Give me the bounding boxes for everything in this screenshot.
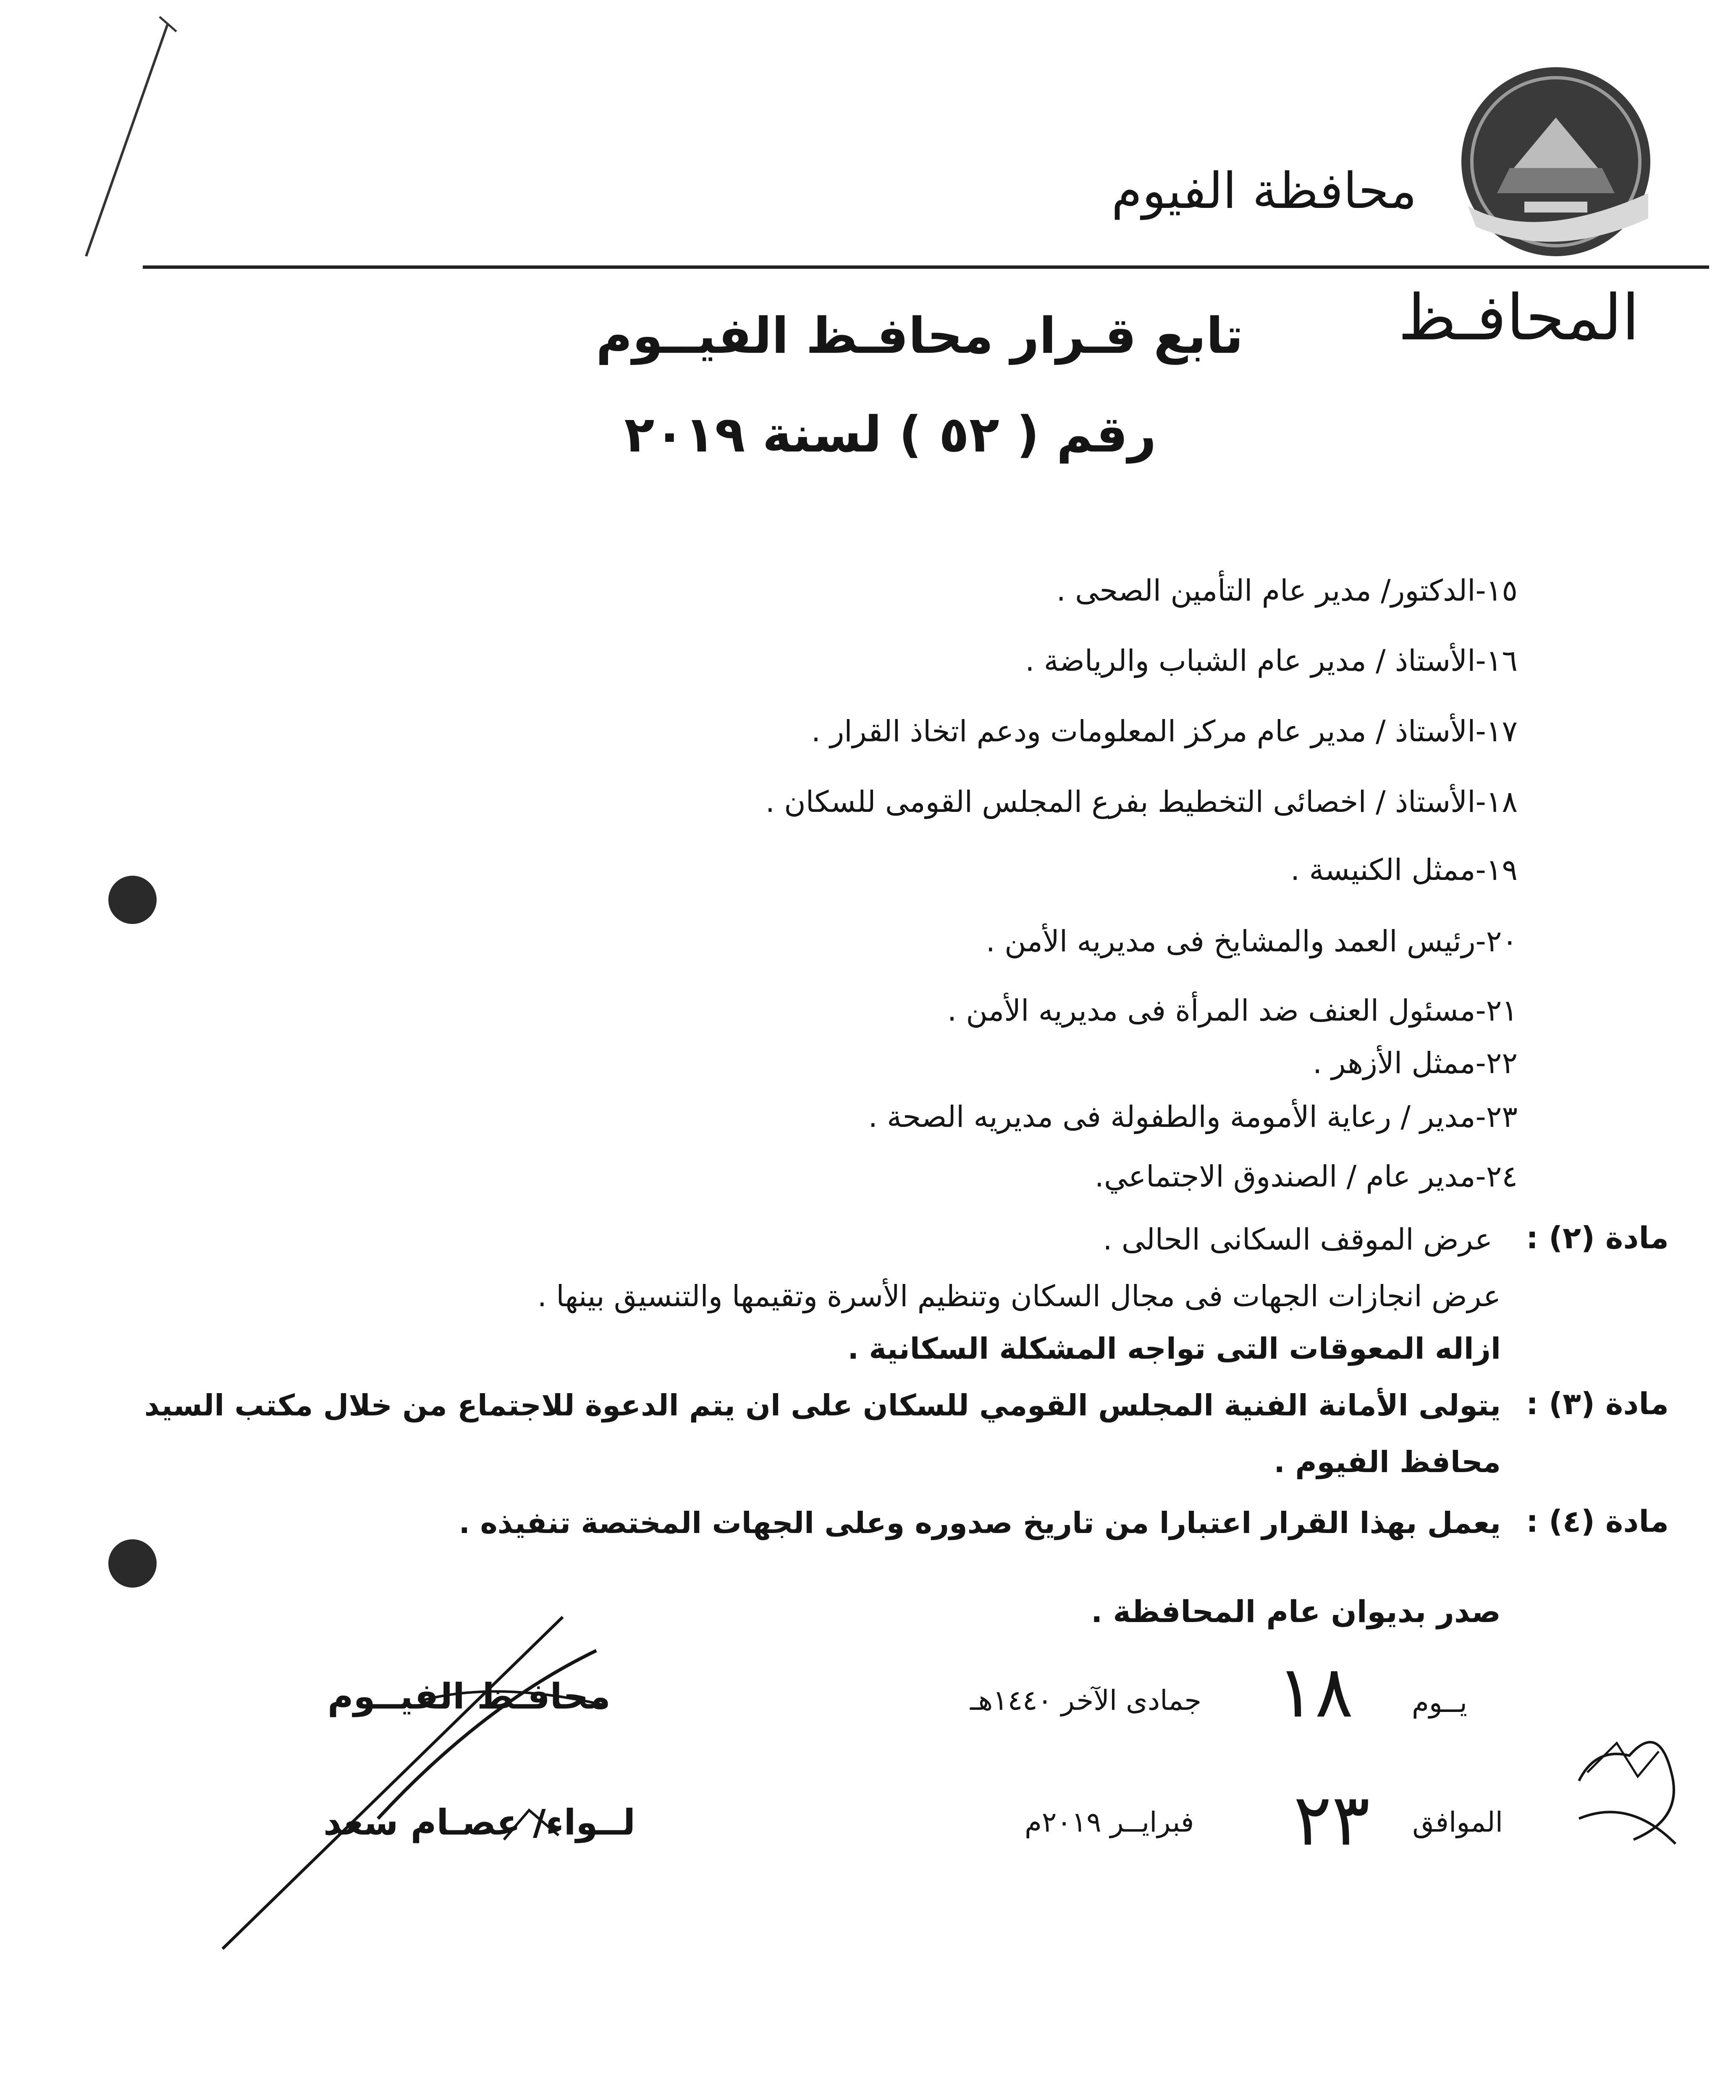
list-item: ٢٢-ممثل الأزهر . (1312, 1046, 1518, 1080)
hijri-day-label: يــوم (1412, 1686, 1467, 1719)
article-3-line: يتولى الأمانة الفنية المجلس القومي للسكان على ان يتم الدعوة للاجتماع من خلال مكتب السيد (144, 1388, 1501, 1423)
list-item: ١٨-الأستاذ / اخصائى التخطيط بفرع المجلس القومى للسكان . (765, 785, 1518, 819)
article-2-label: مادة (٢) : (1526, 1220, 1669, 1255)
article-3-label: مادة (٣) : (1526, 1386, 1669, 1421)
gregorian-day-handwritten: ٢٣ (1293, 1779, 1370, 1862)
article-2-line: عرض انجازات الجهات فى مجال السكان وتنظيم الأسرة وتقيمها والتنسيق بينها . (537, 1279, 1501, 1313)
issued-statement: صدر بديوان عام المحافظة . (1091, 1594, 1501, 1629)
article-3-line: محافظ الفيوم . (1274, 1445, 1501, 1479)
list-item: ٢٤-مدير عام / الصندوق الاجتماعي. (1094, 1159, 1518, 1194)
list-item: ١٦-الأستاذ / مدير عام الشباب والرياضة . (1025, 643, 1518, 678)
decree-title: تابع قـرار محافـظ الفيــوم (596, 307, 1243, 365)
article-2-line: ازاله المعوقات التى تواجه المشكلة السكانية . (847, 1331, 1501, 1366)
hijri-day-handwritten: ١٨ (1277, 1651, 1353, 1734)
gregorian-date: فبرايــر ٢٠١٩م (1025, 1806, 1194, 1838)
office-label: المحافـظ (1398, 281, 1639, 354)
list-item: ٢٠-رئيس العمد والمشايخ فى مديريه الأمن . (986, 924, 1518, 958)
decree-number: رقم ( ٥٢ ) لسنة ٢٠١٩ (624, 405, 1156, 463)
article-2-line: عرض الموقف السكانى الحالى . (1103, 1222, 1492, 1257)
list-item: ١٥-الدكتور/ مدير عام التأمين الصحى . (1056, 573, 1518, 608)
list-item: ٢١-مسئول العنف ضد المرأة فى مديريه الأمن . (947, 993, 1518, 1028)
list-item: ١٧-الأستاذ / مدير عام مركز المعلومات ودعم اتخاذ القرار . (811, 714, 1518, 748)
governorate-name: محافظة الفيوم (1111, 162, 1417, 220)
signatory-name: لــواء/ عصـام سعد (323, 1802, 636, 1843)
list-item: ٢٣-مدير / رعاية الأمومة والطفولة فى مديريه الصحة . (868, 1100, 1518, 1134)
signatory-title: محافـظ الفيــوم (328, 1676, 611, 1717)
list-item: ١٩-ممثل الكنيسة . (1290, 853, 1518, 887)
gregorian-label: الموافق (1412, 1806, 1503, 1838)
article-4-line: يعمل بهذا القرار اعتبارا من تاريخ صدوره وعلى الجهات المختصة تنفيذه . (459, 1506, 1501, 1540)
hijri-date: جمادى الآخر ١٤٤٠هـ (970, 1684, 1202, 1717)
article-4-label: مادة (٤) : (1526, 1504, 1669, 1539)
